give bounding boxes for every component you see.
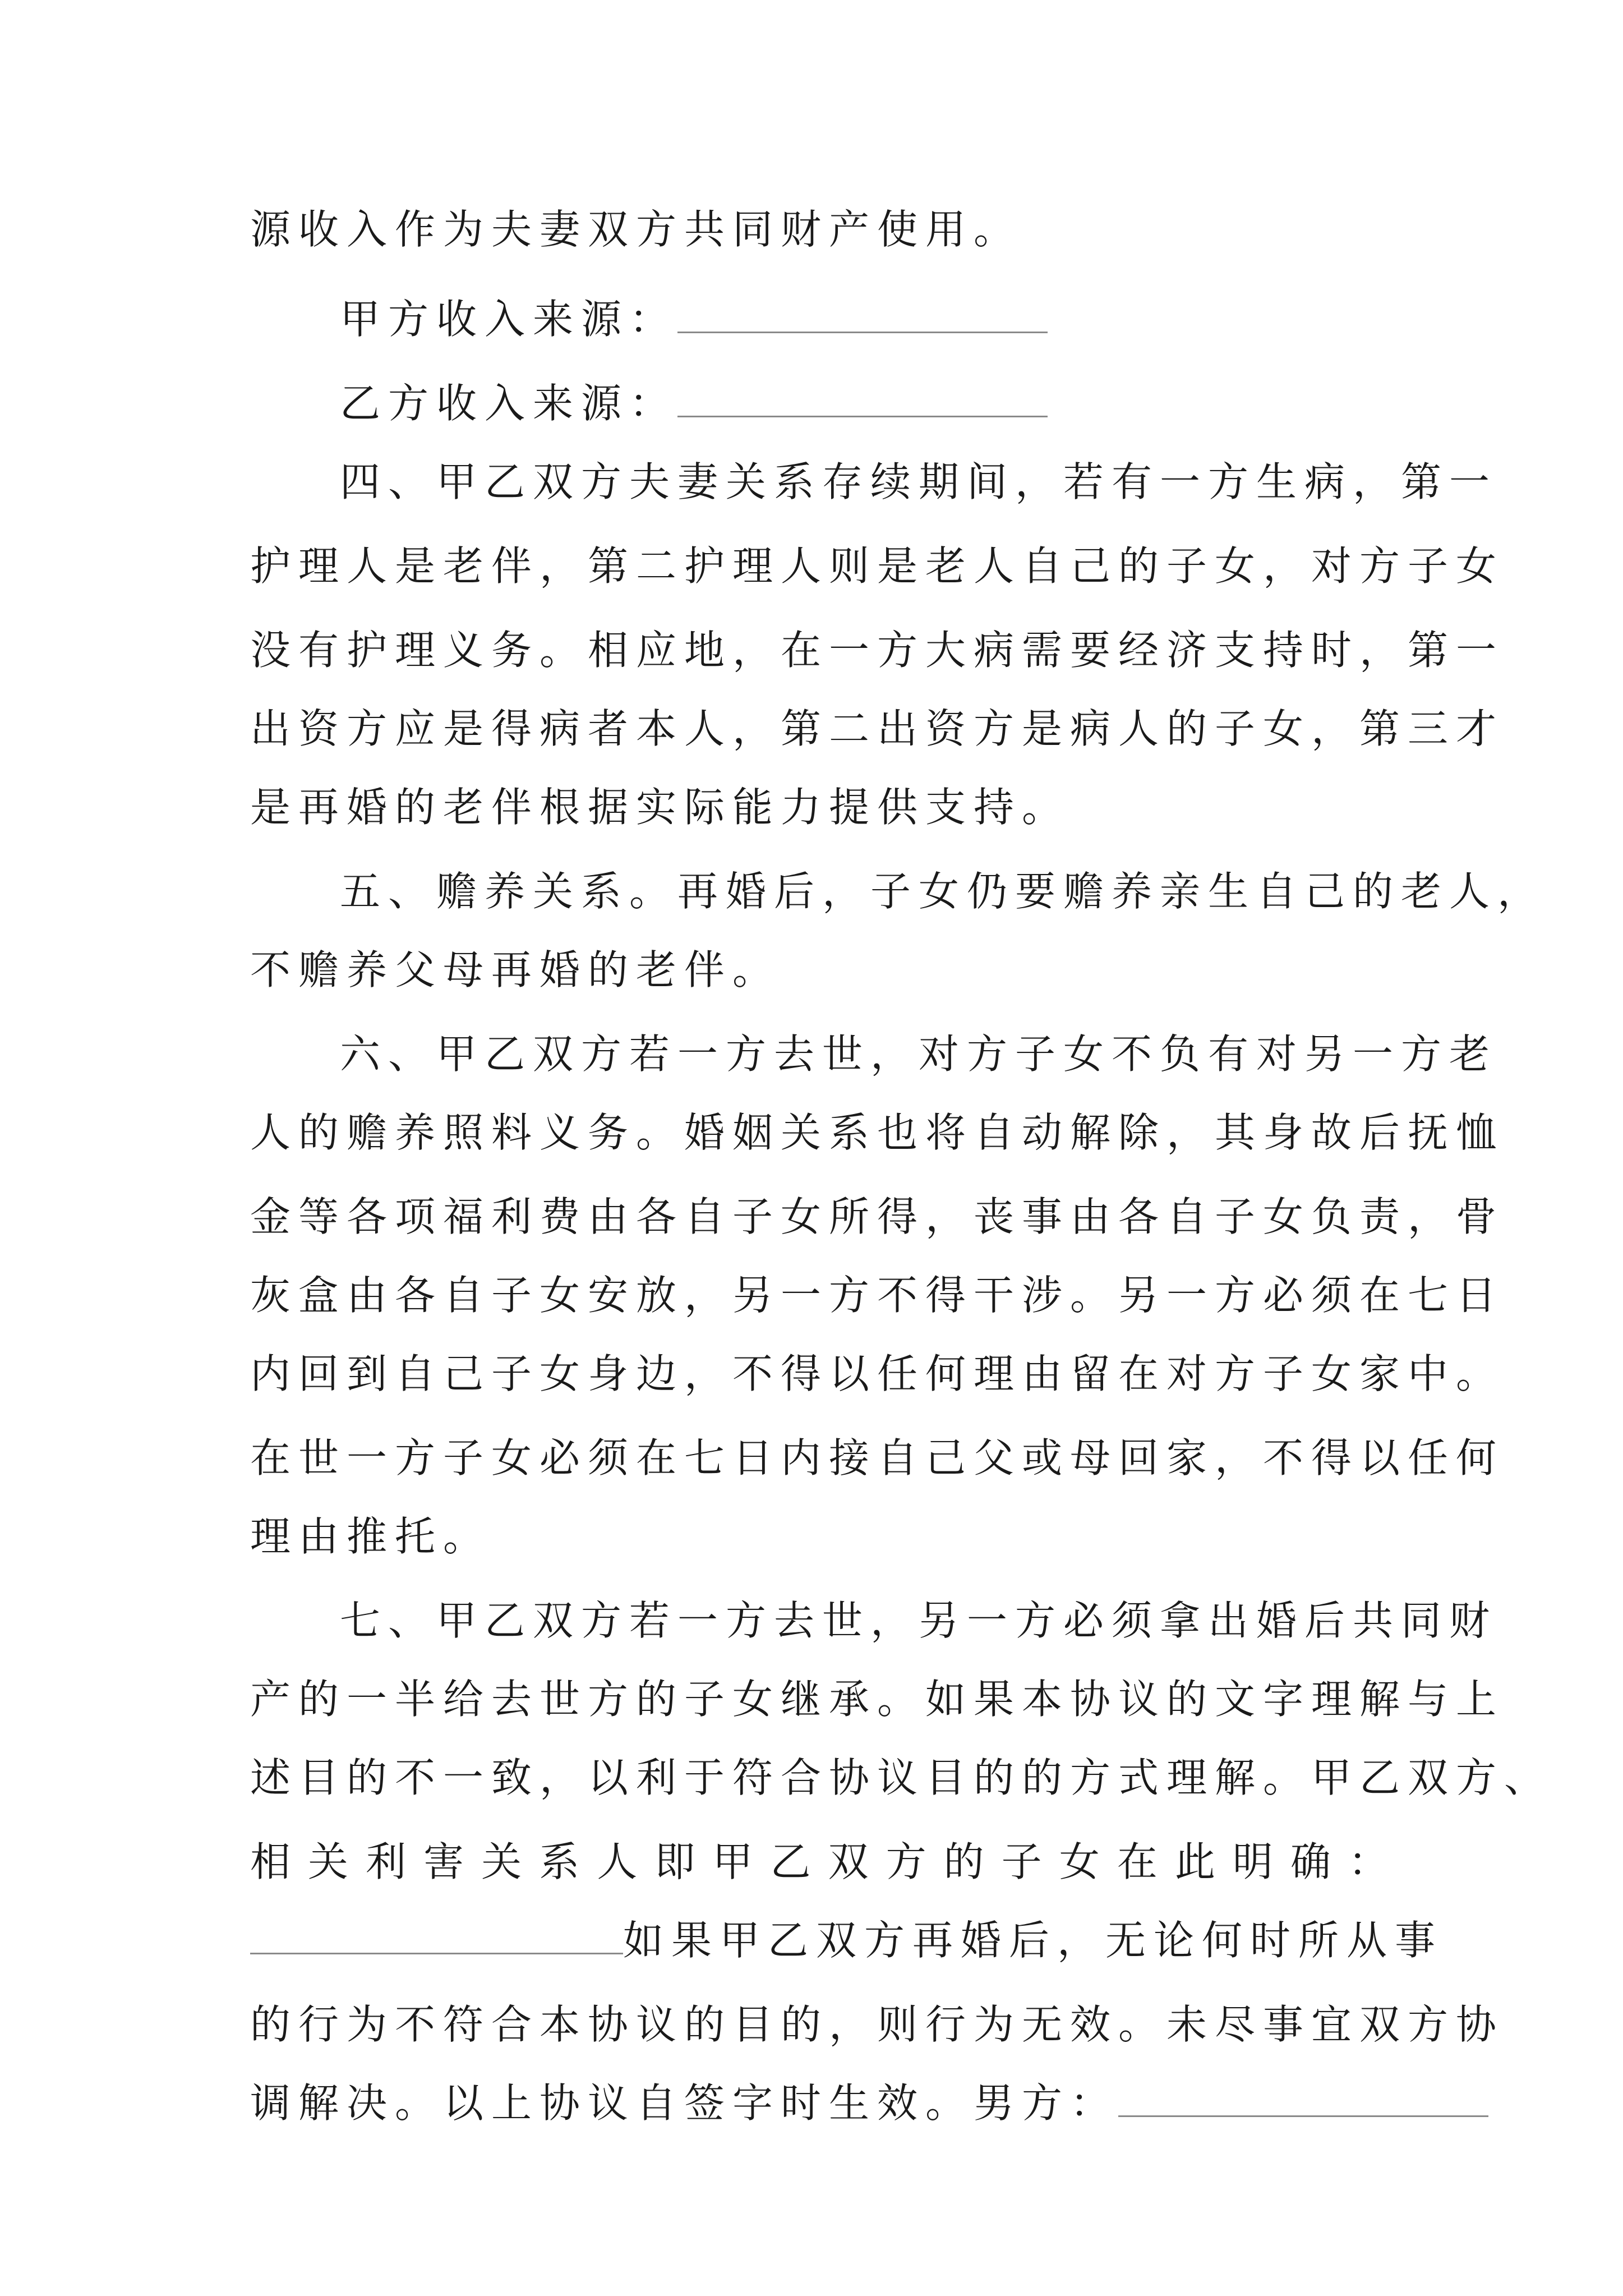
text-line: 是再婚的老伴根据实际能力提供支持。 — [250, 784, 1071, 831]
text-line: 灰盒由各自子女安放，另一方不得干涉。另一方必须在七日 — [250, 1272, 1505, 1319]
text-line: 相关利害关系人即甲乙双方的子女在此明确： — [250, 1838, 1389, 1885]
party-b-income-row — [340, 372, 1389, 434]
male-party-signature-blank — [1118, 2093, 1488, 2117]
agreement-row — [250, 1910, 1444, 1971]
clause-6-line: 六、甲乙双方若一方去世，对方子女不负有对另一方老 — [340, 1030, 1498, 1078]
party-a-income-blank — [677, 309, 1048, 333]
party-a-income-row — [340, 288, 1389, 350]
text-line: 在世一方子女必须在七日内接自己父或母回家，不得以任何 — [250, 1434, 1505, 1481]
male-party-label: 调解决。以上协议自签字时生效。男方： — [250, 2079, 1119, 2127]
clause-7-line: 七、甲乙双方若一方去世，另一方必须拿出婚后共同财 — [340, 1597, 1498, 1644]
text-line: 述目的不一致，以利于符合协议目的的方式理解。甲乙双方、 — [250, 1754, 1553, 1801]
party-b-income-blank — [677, 393, 1048, 417]
party-a-income-label: 甲方收入来源： — [340, 296, 678, 343]
text-line: 不赡养父母再婚的老伴。 — [250, 946, 781, 993]
text-line: 没有护理义务。相应地，在一方大病需要经济支持时，第一 — [250, 627, 1505, 674]
text-line: 源收入作为夫妻双方共同财产使用。 — [250, 206, 1022, 253]
text-line: 产的一半给去世方的子女继承。如果本协议的文字理解与上 — [250, 1676, 1505, 1723]
agreement-text: 如果甲乙双方再婚后，无论何时所从事 — [623, 1917, 1444, 1964]
text-line: 出资方应是得病者本人，第二出资方是病人的子女，第三才 — [250, 705, 1505, 752]
signature-row — [250, 2072, 1389, 2134]
text-line: 理由推托。 — [250, 1513, 492, 1560]
text-line: 内回到自己子女身边，不得以任何理由留在对方子女家中。 — [250, 1350, 1505, 1397]
text-line: 金等各项福利费由各自子女所得，丧事由各自子女负责，骨 — [250, 1193, 1505, 1240]
text-line: 人的赡养照料义务。婚姻关系也将自动解除，其身故后抚恤 — [250, 1109, 1505, 1156]
text-line: 护理人是老伴，第二护理人则是老人自己的子女，对方子女 — [250, 542, 1505, 590]
statement-blank — [250, 1930, 623, 1954]
text-line: 的行为不符合本协议的目的，则行为无效。未尽事宜双方协 — [250, 2001, 1505, 2048]
party-b-income-label: 乙方收入来源： — [340, 380, 678, 427]
clause-5-line: 五、赡养关系。再婚后，子女仍要赡养亲生自己的老人， — [340, 868, 1546, 915]
clause-4-line: 四、甲乙双方夫妻关系存续期间，若有一方生病，第一 — [340, 458, 1498, 505]
